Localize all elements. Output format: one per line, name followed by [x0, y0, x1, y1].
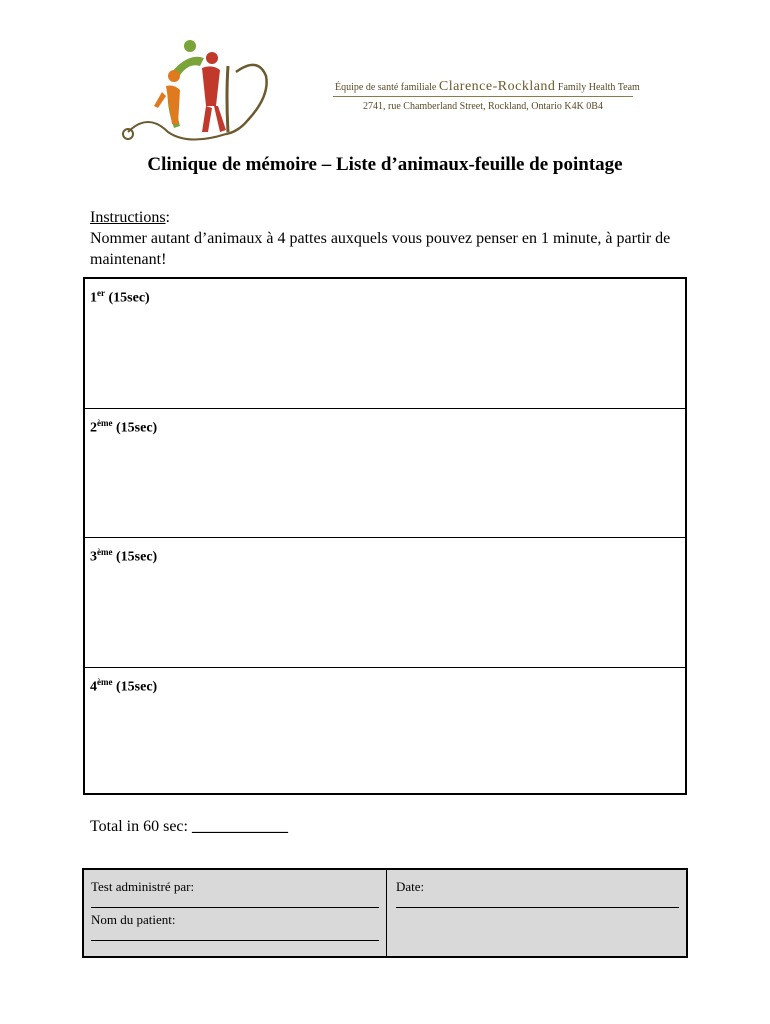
date-label: Date: [396, 879, 425, 894]
instructions-label: Instructions [90, 209, 166, 226]
date-field[interactable] [396, 895, 679, 908]
answer-segment-4[interactable] [85, 668, 685, 798]
segment-label: (15sec) [116, 420, 158, 436]
segment-number: 3 [90, 549, 97, 565]
segment-ordinal: ème [97, 676, 113, 687]
instructions: Instructions: Nommer autant d’animaux à 4 pattes auxquels vous pouvez penser en 1 minute, à partir de maintenant! [90, 209, 671, 268]
org-header [333, 78, 640, 112]
answer-segment-2[interactable] [85, 409, 685, 539]
signature-box [82, 868, 688, 958]
segment-number: 1 [90, 290, 97, 306]
total-line [90, 818, 288, 836]
segment-label: (15sec) [116, 549, 158, 565]
segment-label: (15sec) [108, 290, 150, 306]
org-brand: Clarence-Rockland [438, 79, 556, 94]
total-blank-field[interactable]: ____________ [191, 818, 288, 835]
segment-ordinal: er [97, 288, 105, 298]
patient-name-label: Nom du patient: [91, 912, 176, 927]
answer-segment-3[interactable] [85, 538, 685, 668]
administered-by-field[interactable] [91, 895, 379, 908]
segment-ordinal: ème [97, 547, 113, 557]
org-prefix: Équipe de santé familiale [335, 82, 437, 93]
segment-number: 4 [90, 679, 97, 695]
segment-number: 2 [90, 420, 97, 436]
answer-grid [83, 277, 687, 795]
instructions-text: Nommer autant d’animaux à 4 pattes auxquels vous pouvez penser en 1 minute, à partir de maintenant! [90, 230, 671, 268]
page-title: Clinique de mémoire – Liste d’animaux-feuille de pointage [147, 154, 623, 175]
org-name [333, 78, 640, 97]
signature-left-cell [84, 870, 387, 956]
segment-ordinal: ème [97, 417, 113, 428]
signature-right-cell [387, 870, 686, 956]
org-suffix: Family Health Team [557, 82, 640, 93]
total-label: Total in 60 sec: [90, 818, 192, 835]
answer-segment-1[interactable] [85, 279, 685, 409]
family-stethoscope-logo-icon [108, 36, 274, 146]
org-address: 2741, rue Chamberland Street, Rockland, Ontario K4K 0B4 [363, 101, 603, 112]
administered-by-label: Test administré par: [91, 879, 195, 894]
segment-label: (15sec) [116, 679, 158, 695]
patient-name-field[interactable] [91, 928, 379, 941]
